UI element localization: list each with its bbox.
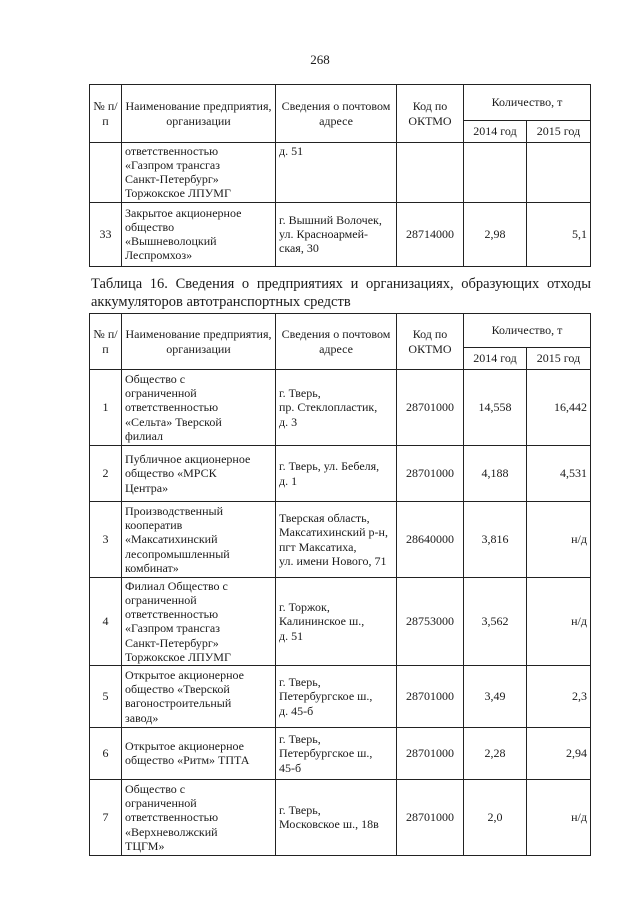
header-oktmo: Код по ОКТМО: [397, 85, 464, 143]
cell-oktmo: 28701000: [397, 779, 464, 855]
cell-num: 4: [90, 578, 122, 666]
cell-oktmo: 28701000: [397, 665, 464, 727]
cell-num: 3: [90, 502, 122, 578]
cell-address: г. Торжок, Калининское ш., д. 51: [276, 578, 397, 666]
cell-q2014: 14,558: [464, 370, 527, 446]
cell-q2014: 3,816: [464, 502, 527, 578]
table-row: [90, 202, 591, 266]
cell-address: г. Вышний Волочек, ул. Красноармей- ская, 30: [276, 202, 397, 266]
page-number: 268: [310, 52, 330, 67]
header-name: Наименование предприятия, организации: [122, 85, 276, 143]
cell-oktmo: 28701000: [397, 446, 464, 502]
cell-num: 1: [90, 370, 122, 446]
table-16: [89, 313, 591, 856]
cell-address: г. Тверь, Петербургское ш., 45-б: [276, 727, 397, 779]
cell-q2015: н/д: [527, 779, 591, 855]
cell-oktmo: 28701000: [397, 370, 464, 446]
table-row: [90, 502, 591, 578]
cell-name: ответственностью «Газпром трансгаз Санкт-Петербург» Торжокское ЛПУМГ: [122, 143, 276, 203]
header-name: Наименование предприятия, организации: [122, 314, 276, 370]
cell-q2014: 2,0: [464, 779, 527, 855]
header-num: № п/п: [90, 85, 122, 143]
header-year-2015: 2015 год: [527, 348, 591, 370]
header-address: Сведения о почтовом адресе: [276, 85, 397, 143]
table-caption: Таблица 16. Сведения о предприятиях и организациях, образующих отходы аккумуляторов автотранспортных средств: [91, 276, 591, 310]
cell-num: [90, 143, 122, 203]
cell-address: Тверская область, Максатихинский р-н, пгт Максатиха, ул. имени Нового, 71: [276, 502, 397, 578]
cell-oktmo: [397, 143, 464, 203]
cell-q2015: 4,531: [527, 446, 591, 502]
table-row: [90, 446, 591, 502]
table-row: [90, 665, 591, 727]
table-row: [90, 578, 591, 666]
cell-name: Открытое акционерное общество «Тверской вагоностроительный завод»: [122, 665, 276, 727]
header-num: № п/п: [90, 314, 122, 370]
cell-q2015: [527, 143, 591, 203]
cell-q2014: 3,562: [464, 578, 527, 666]
cell-q2014: 3,49: [464, 665, 527, 727]
cell-oktmo: 28701000: [397, 727, 464, 779]
cell-name: Филиал Общество с ограниченной ответственностью «Газпром трансгаз Санкт-Петербург» Торжокское ЛПУМГ: [122, 578, 276, 666]
cell-name: Общество с ограниченной ответственностью «Сельта» Тверской филиал: [122, 370, 276, 446]
cell-name: Производственный кооператив «Максатихинский лесопромышленный комбинат»: [122, 502, 276, 578]
cell-q2014: 4,188: [464, 446, 527, 502]
cell-address: г. Тверь, Петербургское ш., д. 45-б: [276, 665, 397, 727]
cell-oktmo: 28714000: [397, 202, 464, 266]
cell-num: 33: [90, 202, 122, 266]
header-quantity: Количество, т: [464, 314, 591, 348]
cell-q2015: 16,442: [527, 370, 591, 446]
cell-q2014: 2,28: [464, 727, 527, 779]
cell-num: 5: [90, 665, 122, 727]
cell-address: г. Тверь, Московское ш., 18в: [276, 779, 397, 855]
table-row: [90, 779, 591, 855]
header-address: Сведения о почтовом адресе: [276, 314, 397, 370]
table-row: [90, 727, 591, 779]
cell-q2015: н/д: [527, 578, 591, 666]
header-oktmo: Код по ОКТМО: [397, 314, 464, 370]
cell-q2014: 2,98: [464, 202, 527, 266]
cell-name: Общество с ограниченной ответственностью «Верхневолжский ТЦГМ»: [122, 779, 276, 855]
header-year-2015: 2015 год: [527, 121, 591, 143]
cell-oktmo: 28753000: [397, 578, 464, 666]
cell-address: г. Тверь, ул. Бебеля, д. 1: [276, 446, 397, 502]
cell-q2015: н/д: [527, 502, 591, 578]
header-quantity: Количество, т: [464, 85, 591, 121]
cell-q2014: [464, 143, 527, 203]
cell-name: Закрытое акционерное общество «Вышневолоцкий Леспромхоз»: [122, 202, 276, 266]
header-year-2014: 2014 год: [464, 121, 527, 143]
table-row: [90, 143, 591, 203]
cell-q2015: 5,1: [527, 202, 591, 266]
cell-q2015: 2,94: [527, 727, 591, 779]
cell-num: 7: [90, 779, 122, 855]
header-year-2014: 2014 год: [464, 348, 527, 370]
cell-num: 6: [90, 727, 122, 779]
cell-name: Открытое акционерное общество «Ритм» ТПТА: [122, 727, 276, 779]
cell-num: 2: [90, 446, 122, 502]
cell-address: г. Тверь, пр. Стеклопластик, д. 3: [276, 370, 397, 446]
cell-address: д. 51: [276, 143, 397, 203]
cell-oktmo: 28640000: [397, 502, 464, 578]
table-continuation: [89, 84, 591, 267]
cell-q2015: 2,3: [527, 665, 591, 727]
cell-name: Публичное акционерное общество «МРСК Центра»: [122, 446, 276, 502]
table-row: [90, 370, 591, 446]
